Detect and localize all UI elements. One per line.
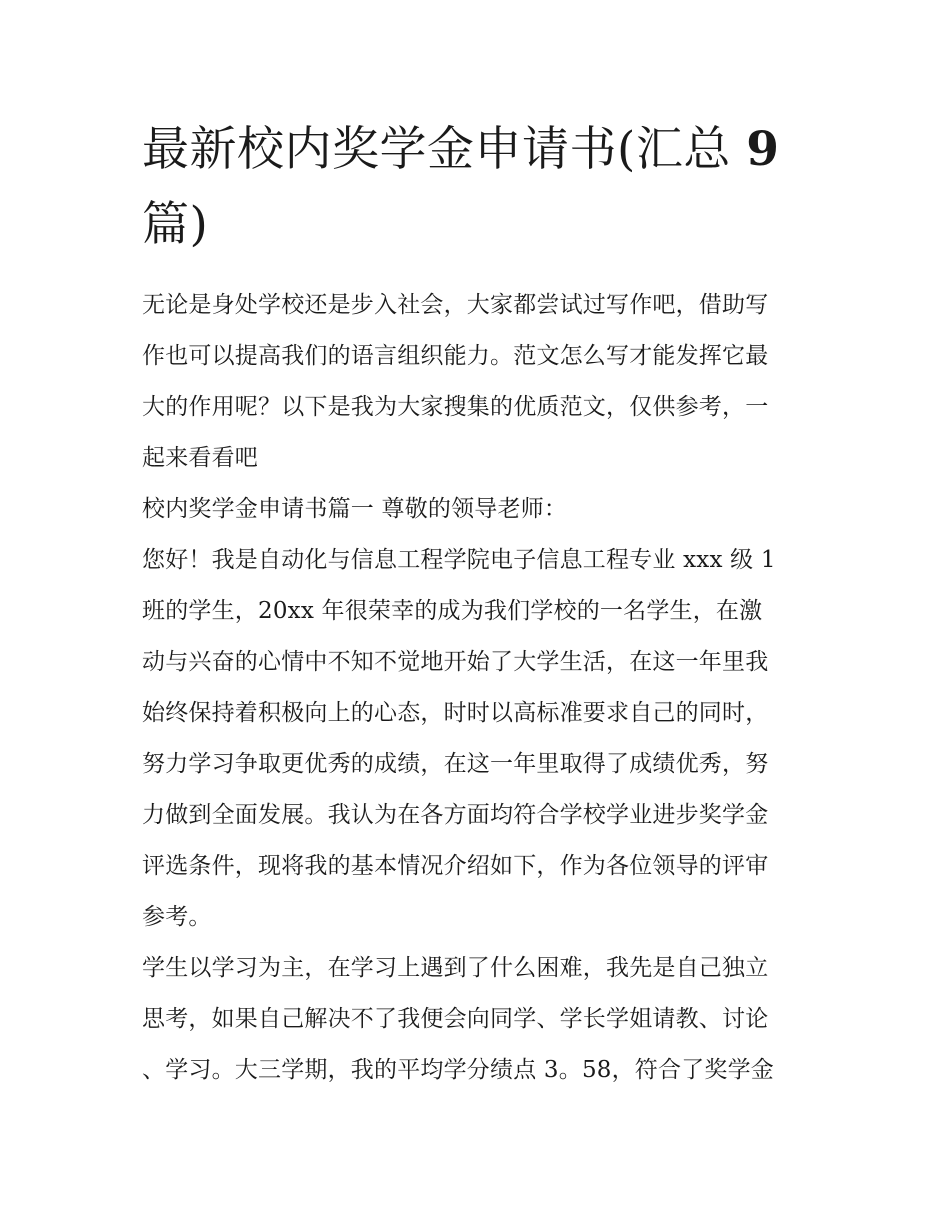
text-line: 班的学生，20xx 年很荣幸的成为我们学校的一名学生，在激 (142, 598, 763, 624)
text-line: 起来看看吧 (142, 445, 258, 471)
text-line: 努力学习争取更优秀的成绩，在这一年里取得了成绩优秀，努 (142, 751, 769, 777)
text-line: 您好！我是自动化与信息工程学院电子信息工程专业 xxx 级 1 (142, 547, 776, 573)
title-text: 最新校内奖学金申请书(汇总 (142, 122, 731, 177)
text-line: 评选条件，现将我的基本情况介绍如下，作为各位领导的评审 (142, 853, 769, 879)
text-line: 、学习。大三学期，我的平均学分绩点 3。58，符合了奖学金 (142, 1057, 775, 1083)
text-line: 动与兴奋的心情中不知不觉地开始了大学生活，在这一年里我 (142, 649, 769, 675)
text-line: 作也可以提高我们的语言组织能力。范文怎么写才能发挥它最 (142, 343, 769, 369)
document-page (142, 0, 812, 1096)
section-heading: 校内奖学金申请书篇一 尊敬的领导老师： (142, 496, 568, 522)
text-line: 参考。 (142, 904, 212, 930)
document-body (142, 280, 812, 1096)
text-line: 无论是身处学校还是步入社会，大家都尝试过写作吧，借助写 (142, 292, 769, 318)
title-text-continued: 篇) (142, 197, 209, 252)
title-number: 9 (746, 122, 780, 177)
text-line: 思考，如果自己解决不了我便会向同学、学长学姐请教、讨论 (142, 1006, 769, 1032)
text-line: 始终保持着积极向上的心态，时时以高标准要求自己的同时， (142, 700, 769, 726)
text-line: 大的作用呢？以下是我为大家搜集的优质范文，仅供参考，一 (142, 394, 769, 420)
text-line: 力做到全面发展。我认为在各方面均符合学校学业进步奖学金 (142, 802, 769, 828)
document-title (142, 0, 812, 262)
text-line: 学生以学习为主，在学习上遇到了什么困难，我先是自己独立 (142, 955, 769, 981)
